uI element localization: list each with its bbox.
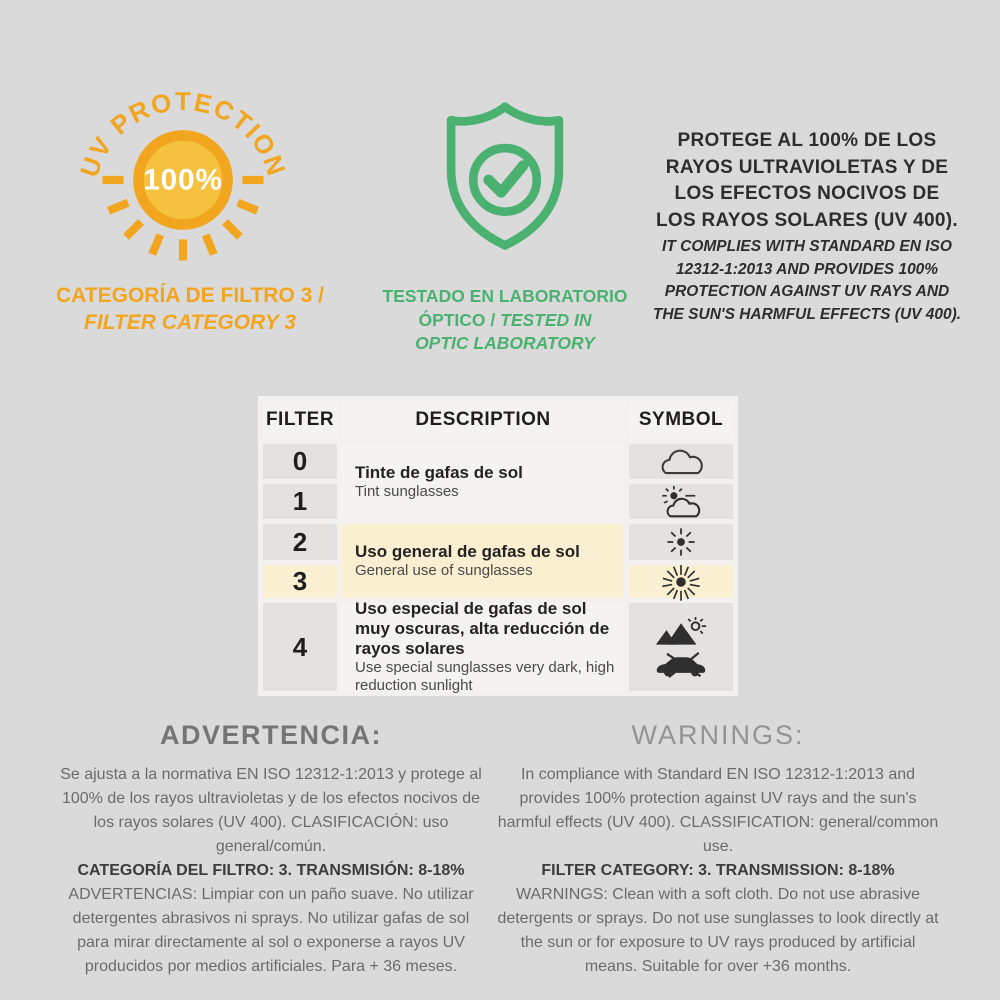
protection-statement xyxy=(652,128,962,326)
filter-category-caption xyxy=(25,282,355,337)
bright-sun-icon xyxy=(657,560,705,604)
symbol-cell-2 xyxy=(629,524,733,560)
filter-category-table xyxy=(258,396,738,696)
table-header-symbol: SYMBOL xyxy=(629,401,733,439)
warnings-en-heading: WARNINGS: xyxy=(631,720,805,750)
description-special-use: Uso especial de gafas de sol muy oscuras, alta reducción de rayos solares Use special sunglasses very dark, high reduction sunlight xyxy=(342,603,624,691)
lab-caption-line2: ÓPTICO / TESTED IN xyxy=(418,309,592,330)
uv-100-sun-icon xyxy=(68,36,298,276)
filter-value-3-highlighted: 3 xyxy=(263,565,337,598)
tested-in-lab-caption xyxy=(365,285,645,356)
sun-icon xyxy=(658,521,704,563)
table-header-filter: FILTER xyxy=(263,401,337,439)
symbol-cell-0 xyxy=(629,444,733,479)
warnings-en-compliance: In compliance with Standard EN ISO 12312-1:2013 and provides 100% protection against UV rays and the sun's harmful effects (UV 400). CLASSIFICATION: general/common use. xyxy=(497,766,939,855)
warnings-es-filter-category: CATEGORÍA DEL FILTRO: 3. TRANSMISIÓN: 8-18% xyxy=(77,862,465,879)
lab-caption-line1: TESTADO EN LABORATORIO xyxy=(382,286,628,306)
uv-arc-text: UV PROTECTION xyxy=(75,88,291,181)
filter-value-1: 1 xyxy=(263,484,337,519)
warnings-en-care-instructions: WARNINGS: Clean with a soft cloth. Do not use abrasive detergents or sprays. Do not use sunglasses to look directly at the sun or for exposure to UV rays produced by artificial means. Suitable for over +36 months. xyxy=(497,886,939,975)
description-general-use: Uso general de gafas de sol General use of sunglasses xyxy=(342,524,624,598)
filter-value-2: 2 xyxy=(263,524,337,560)
sun-behind-cloud-icon xyxy=(656,484,706,520)
warnings-es-compliance: Se ajusta a la normativa EN ISO 12312-1:2013 y protege al 100% de los rayos ultravioletas y de los efectos nocivos de los rayos solares (UV 400). CLASIFICACIÓN: uso general/común. xyxy=(60,766,482,855)
filter-category-caption-es: CATEGORÍA DE FILTRO 3 / xyxy=(56,284,324,307)
lab-caption-line3: OPTIC LABORATORY xyxy=(415,333,595,354)
description-tint-sunglasses: Tinte de gafas de sol Tint sunglasses xyxy=(342,444,624,519)
symbol-cell-3-highlighted xyxy=(629,565,733,598)
shield-check-icon xyxy=(428,92,582,262)
table-header-description: DESCRIPTION xyxy=(342,401,624,439)
uv-percent-label: 100% xyxy=(143,163,223,197)
warnings-es-care-instructions: ADVERTENCIAS: Limpiar con un paño suave. No utilizar detergentes abrasivos ni sprays. No utilizar gafas de sol para mirar directamente al sol o exponerse a rayos UV producidos por medios artificiales. Para + 36 meses. xyxy=(68,886,474,975)
filter-category-caption-en: FILTER CATEGORY 3 xyxy=(84,311,296,335)
symbol-cell-4 xyxy=(629,603,733,691)
protection-statement-es: PROTEGE AL 100% DE LOS RAYOS ULTRAVIOLETAS Y DE LOS EFECTOS NOCIVOS DE LOS RAYOS SOLARES (UV 400). xyxy=(656,130,958,231)
warnings-spanish xyxy=(55,720,487,979)
cloud-icon xyxy=(654,445,708,479)
warnings-en-filter-category: FILTER CATEGORY: 3. TRANSMISSION: 8-18% xyxy=(541,862,895,879)
car-crossed-icon xyxy=(652,651,710,679)
protection-statement-en: IT COMPLIES WITH STANDARD EN ISO 12312-1:2013 AND PROVIDES 100% PROTECTION AGAINST UV RAYS AND THE SUN'S HARMFUL EFFECTS (UV 400). xyxy=(652,238,962,323)
filter-value-0: 0 xyxy=(263,444,337,479)
symbol-cell-1 xyxy=(629,484,733,519)
warnings-es-heading: ADVERTENCIA: xyxy=(159,720,382,750)
warnings-english xyxy=(494,720,942,979)
filter-value-4: 4 xyxy=(263,603,337,691)
mountains-sun-icon xyxy=(652,616,710,648)
